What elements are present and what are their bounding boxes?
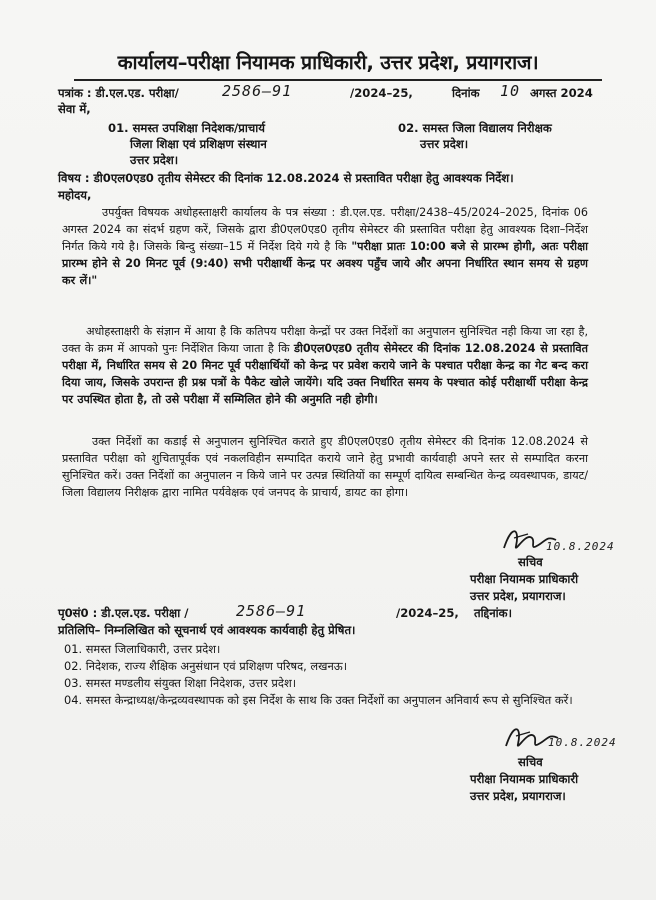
- date-month-year: अगस्त 2024: [530, 86, 593, 100]
- signature-2-office-line2: उत्तर प्रदेश, प्रयागराज।: [470, 789, 566, 803]
- addressee-2-line2: उत्तर प्रदेश।: [420, 137, 469, 151]
- copy-recipient-3: 03. समस्त मण्डलीय संयुक्त शिक्षा निदेशक, उत्तर प्रदेश।: [64, 676, 297, 690]
- copy-recipient-list: [64, 641, 588, 709]
- addressee-2-line1: 02. समस्त जिला विद्यालय निरीक्षक: [398, 121, 552, 135]
- salutation: महोदय,: [58, 188, 92, 202]
- signature-2-designation: सचिव: [518, 755, 543, 769]
- copy-ref-number-handwritten: 2586–91: [236, 602, 307, 620]
- copy-recipient-1: 01. समस्त जिलाधिकारी, उत्तर प्रदेश।: [64, 642, 221, 656]
- signature-1-office-line1: परीक्षा नियामक प्राधिकारी: [470, 572, 579, 586]
- addressee-1-line2: जिला शिक्षा एवं प्रशिक्षण संस्थान: [130, 137, 267, 151]
- signature-1-designation: सचिव: [518, 555, 543, 569]
- signature-mark-1: [498, 518, 562, 560]
- para1-quote: "परीक्षा प्रातः 10:00 बजे से प्रारम्भ होगी, अतः परीक्षा प्रारम्भ होने से 20 मिनट पूर्व (9:40) सभी परीक्षार्थी केन्द्र पर अवश्य पहुँच जाये और अपना निर्धारित स्थान समय से ग्रहण कर लें।": [62, 240, 588, 287]
- signature-2-date: 10.8.2024: [548, 736, 617, 749]
- title-underline: [74, 79, 602, 81]
- para2-bold-instruction: डी0एल0एड0 तृतीय सेमेस्टर की दिनांक 12.08.2024 से प्रस्तावित परीक्षा में, निर्धारित समय से 20 मिनट पूर्व परीक्षार्थियों को केन्द्र पर प्रवेश कराये जाने के पश्चात परीक्षा केन्द्र का गेट बन्द करा दिया जाय, जिसके उपरान्त ही प्रश्न पत्रों के पैकेट खोले जायेंगे। यदि उक्त निर्धारित समय के पश्चात कोई परीक्षार्थी परीक्षा केन्द्र पर उपस्थित होता है, तो उसे परीक्षा में सम्मिलित होने की अनुमति नही होगी।: [62, 342, 588, 406]
- para1-text: उपर्युक्त विषयक अधोहस्ताक्षरी कार्यालय के पत्र संख्या : डी.एल.एड. परीक्षा/2438–45/2024–2025, दिनांक 06 अगस्त 2024 का संदर्भ ग्रहण करें, जिसके द्वारा डी0एल0एड0 तृतीय सेमेस्टर की प्रस्तावित परीक्षा हेतु आवश्यक दिशा–निर्देश निर्गत किये गये है। जिसके बिन्दु संख्या–15 में निर्देश दिये गये है कि: [62, 206, 588, 253]
- signature-2-office-line1: परीक्षा नियामक प्राधिकारी: [470, 772, 579, 786]
- addressee-1-line3: उत्तर प्रदेश।: [130, 153, 179, 167]
- body-paragraph-3: [62, 433, 588, 501]
- signature-scribble-1: [498, 518, 562, 560]
- body-paragraph-1: [62, 204, 588, 289]
- signature-1-office-line2: उत्तर प्रदेश, प्रयागराज।: [470, 589, 566, 603]
- para2-text: अधोहस्ताक्षरी के संज्ञान में आया है कि कतिपय परीक्षा केन्द्रों पर उक्त निर्देशों का अनुपालन सुनिश्चित नही किया जा रहा है, उक्त के क्रम में आपको पुनः निर्देशित किया जाता है कि: [62, 325, 588, 355]
- date-day-handwritten: 10: [500, 82, 521, 100]
- copy-ref-label: पृ0सं0 : डी.एल.एड. परीक्षा /: [58, 606, 189, 620]
- letter-number-label: पत्रांक : डी.एल.एड. परीक्षा/: [58, 86, 179, 100]
- copy-ref-date: तद्दिनांक।: [474, 606, 512, 620]
- letter-number-handwritten: 2586–91: [222, 82, 293, 100]
- copy-ref-year: /2024–25,: [396, 606, 459, 620]
- copy-intro: प्रतिलिपि– निम्नलिखित को सूचनार्थ एवं आवश्यक कार्यवाही हेतु प्रेषित।: [58, 623, 356, 637]
- copy-recipient-4: 04. समस्त केन्द्राध्यक्ष/केन्द्रव्यवस्थापक को इस निर्देश के साथ कि उक्त निर्देशों का अनुपालन अनिवार्य रूप से सुनिश्चित करें।: [64, 693, 573, 707]
- copy-recipient-2: 02. निदेशक, राज्य शैक्षिक अनुसंधान एवं प्रशिक्षण परिषद, लखनऊ।: [64, 659, 348, 673]
- date-label: दिनांक: [452, 86, 480, 100]
- addressee-1-line1: 01. समस्त उपशिक्षा निदेशक/प्राचार्य: [108, 121, 265, 135]
- para3-text: उक्त निर्देशों का कडाई से अनुपालन सुनिश्चित कराते हुए डी0एल0एड0 तृतीय सेमेस्टर की दिनांक 12.08.2024 से प्रस्तावित परीक्षा को शुचितापूर्वक एवं नकलविहीन सम्पादित कराये जाने हेतु प्रभावी कार्यवाही अपने स्तर से सम्पादित करना सुनिश्चित करें। उक्त निर्देशों का अनुपालन न किये जाने पर उत्पन्न स्थितियों का सम्पूर्ण दायित्व सम्बन्धित केन्द्र व्यवस्थापक, डायट/जिला विद्यालय निरीक्षक द्वारा नामित पर्यवेक्षक एवं जनपद के प्राचार्य, डायट का होगा।: [62, 435, 588, 499]
- body-paragraph-2: [62, 323, 588, 408]
- letter-year: /2024–25,: [350, 86, 413, 100]
- signature-1-date: 10.8.2024: [546, 540, 615, 553]
- subject-line: विषय : डी0एल0एड0 तृतीय सेमेस्टर की दिनांक 12.08.2024 से प्रस्तावित परीक्षा हेतु आवश्यक निर्देश।: [58, 171, 514, 185]
- seva-mein: सेवा में,: [58, 102, 91, 116]
- office-title: कार्यालय–परीक्षा नियामक प्राधिकारी, उत्तर प्रदेश, प्रयागराज।: [117, 51, 539, 74]
